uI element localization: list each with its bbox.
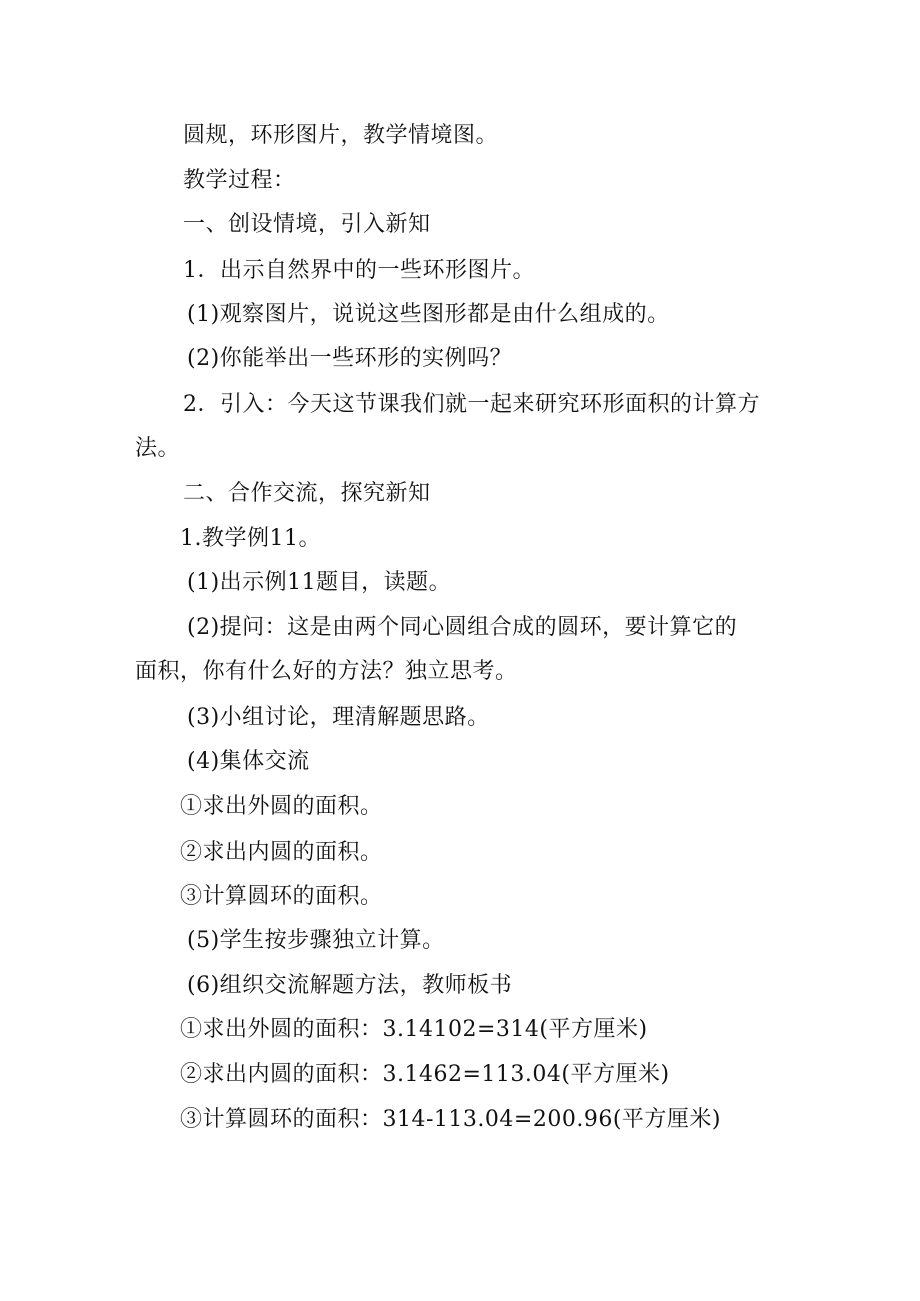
paragraph-subitem-8: (6)组织交流解题方法，教师板书: [187, 973, 513, 998]
paragraph-subitem-4-cont: 面积，你有什么好的方法？独立思考。: [135, 659, 518, 684]
paragraph-subitem-3: (1)出示例11题目，读题。: [187, 570, 452, 595]
formula-ring-area: ③计算圆环的面积：314-113.04=200.96(平方厘米): [180, 1107, 721, 1132]
paragraph-step-3: ③计算圆环的面积。: [180, 884, 383, 909]
section-heading-2: 二、合作交流，探究新知: [183, 481, 431, 506]
paragraph-subitem-1: (1)观察图片，说说这些图形都是由什么组成的。: [187, 302, 670, 327]
paragraph-item-1: 1．出示自然界中的一些环形图片。: [183, 258, 535, 283]
paragraph-step-1: ①求出外圆的面积。: [180, 794, 383, 819]
formula-outer-area: ①求出外圆的面积：3.14102=314(平方厘米): [180, 1017, 648, 1042]
paragraph-subitem-7: (5)学生按步骤独立计算。: [187, 928, 445, 953]
heading-teaching-process: 教学过程：: [183, 168, 296, 193]
paragraph-example-11: 1.教学例11。: [180, 526, 321, 551]
paragraph-step-2: ②求出内圆的面积。: [180, 840, 383, 865]
paragraph-item-2: 2．引入：今天这节课我们就一起来研究环形面积的计算方: [183, 392, 760, 417]
section-heading-1: 一、创设情境，引入新知: [183, 212, 431, 237]
paragraph-item-2-cont: 法。: [135, 436, 181, 461]
paragraph-subitem-5: (3)小组讨论，理清解题思路。: [187, 705, 490, 730]
paragraph-materials: 圆规，环形图片，教学情境图。: [183, 123, 499, 148]
formula-inner-area: ②求出内圆的面积：3.1462=113.04(平方厘米): [180, 1062, 670, 1087]
paragraph-subitem-2: (2)你能举出一些环形的实例吗？: [187, 346, 513, 371]
paragraph-subitem-6: (4)集体交流: [187, 749, 310, 774]
paragraph-subitem-4: (2)提问：这是由两个同心圆组合成的圆环，要计算它的: [187, 615, 738, 640]
